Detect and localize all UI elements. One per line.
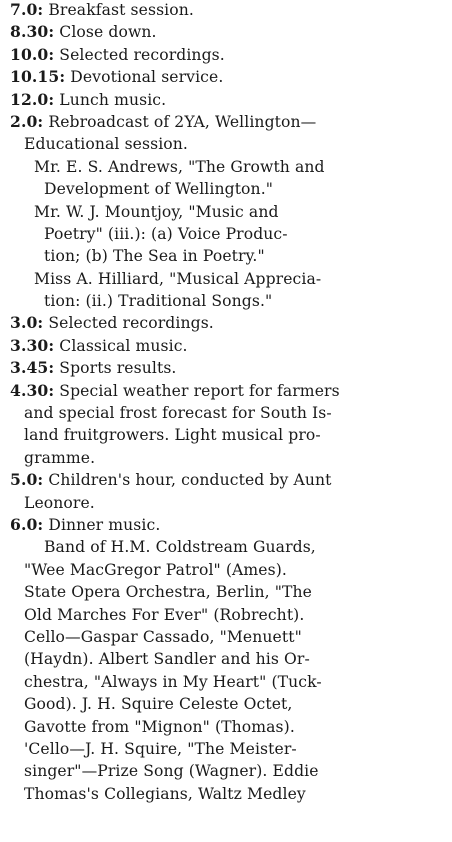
- schedule-entry: [10, 44, 440, 66]
- talk-line: tion: (ii.) Traditional Songs.": [44, 292, 273, 311]
- talk-line: Development of Wellington.": [44, 180, 274, 199]
- dinner-music-line: Good). J. H. Squire Celeste Octet,: [24, 695, 293, 714]
- schedule-entry: [10, 21, 440, 43]
- schedule-entry: [10, 66, 440, 88]
- entry-time: 7.0:: [10, 0, 44, 19]
- entry-text: Classical music.: [54, 336, 188, 355]
- entry-time: 10.0:: [10, 44, 55, 64]
- entry-time: 5.0:: [10, 470, 44, 490]
- entry-time: 2.0:: [10, 111, 44, 131]
- entry-time: 10.15:: [10, 67, 66, 87]
- schedule-entry: [10, 335, 440, 357]
- continuation-line: and special frost forecast for South Is-: [24, 404, 332, 423]
- dinner-music-line: "Wee MacGregor Patrol" (Ames).: [24, 560, 287, 579]
- entry-time: 12.0:: [10, 89, 55, 109]
- schedule-entry: [10, 469, 440, 491]
- dinner-music-line: Old Marches For Ever" (Robrecht).: [24, 605, 305, 624]
- entry-text: Special weather report for farmers: [54, 381, 340, 400]
- entry-text: Devotional service.: [65, 68, 224, 87]
- schedule-entry: [10, 357, 440, 379]
- continuation-line: gramme.: [24, 448, 96, 467]
- entry-text: Selected recordings.: [54, 45, 225, 64]
- schedule-entry: [10, 89, 440, 111]
- entry-text: Sports results.: [54, 359, 177, 378]
- entry-text: Dinner music.: [43, 515, 161, 534]
- dinner-music-line: Band of H.M. Coldstream Guards,: [44, 538, 316, 557]
- programme-column: [10, 0, 440, 805]
- continuation-line: Educational session.: [24, 135, 188, 154]
- entry-time: 4.30:: [10, 380, 55, 400]
- continuation-line: land fruitgrowers. Light musical pro-: [24, 426, 321, 445]
- schedule-entry: [10, 312, 440, 334]
- entry-time: 3.0:: [10, 313, 44, 333]
- entry-text: Lunch music.: [54, 90, 167, 109]
- dinner-music-line: (Haydn). Albert Sandler and his Or-: [24, 650, 310, 669]
- talk-line: Mr. E. S. Andrews, "The Growth and: [34, 157, 325, 176]
- schedule-entry: [10, 111, 440, 133]
- entry-time: 8.30:: [10, 22, 55, 42]
- talk-line: Miss A. Hilliard, "Musical Apprecia-: [34, 269, 322, 288]
- dinner-music-line: Gavotte from "Mignon" (Thomas).: [24, 717, 295, 736]
- entry-time: 3.30:: [10, 335, 55, 355]
- entry-time: 3.45:: [10, 358, 55, 378]
- talk-line: Mr. W. J. Mountjoy, "Music and: [34, 202, 279, 221]
- dinner-music-line: chestra, "Always in My Heart" (Tuck-: [24, 672, 322, 691]
- dinner-music-line: Thomas's Collegians, Waltz Medley: [24, 784, 306, 803]
- entry-text: Breakfast session.: [43, 1, 194, 19]
- schedule-entry: [10, 0, 440, 21]
- schedule-entry: [10, 514, 440, 536]
- talk-line: Poetry" (iii.): (a) Voice Produc-: [44, 224, 288, 243]
- talk-line: tion; (b) The Sea in Poetry.": [44, 247, 265, 266]
- entry-time: 6.0:: [10, 514, 44, 534]
- continuation-line: Leonore.: [24, 493, 95, 512]
- entry-text: Children's hour, conducted by Aunt: [43, 471, 332, 490]
- dinner-music-line: 'Cello—J. H. Squire, "The Meister-: [24, 739, 297, 758]
- dinner-music-line: singer"—Prize Song (Wagner). Eddie: [24, 762, 319, 781]
- entry-text: Close down.: [54, 23, 157, 42]
- entry-text: Selected recordings.: [43, 314, 214, 333]
- schedule-entry: [10, 380, 440, 402]
- dinner-music-line: State Opera Orchestra, Berlin, "The: [24, 583, 312, 602]
- dinner-music-line: Cello—Gaspar Cassado, "Menuett": [24, 627, 302, 646]
- entry-text: Rebroadcast of 2YA, Wellington—: [43, 112, 317, 131]
